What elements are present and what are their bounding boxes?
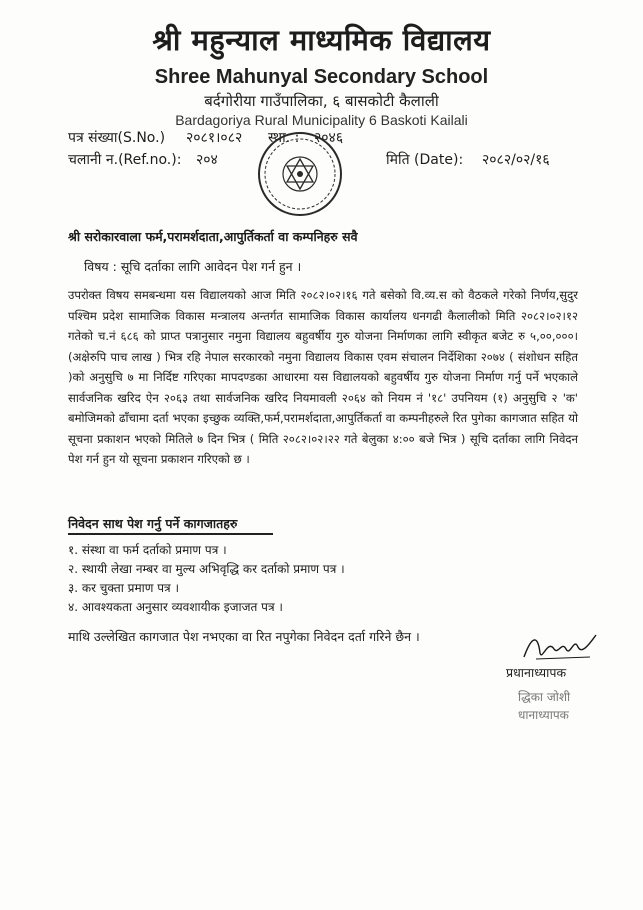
address-english: Bardagoriya Rural Municipality 6 Baskoti Kailali [175, 112, 468, 128]
heading-underline [68, 533, 273, 535]
school-name-english: Shree Mahunyal Secondary School [154, 66, 489, 88]
list-item: ३. कर चुक्ता प्रमाण पत्र । [68, 581, 180, 595]
required-documents-heading: निवेदन साथ पेश गर्नु पर्ने कागजातहरु [68, 516, 238, 531]
date-value: २०८२/०२/१६ [482, 152, 550, 168]
signatory-title: प्रधानाध्यापक [506, 665, 567, 680]
established-value: २०४६ [314, 130, 344, 146]
school-name-nepali: श्री महुन्याल माध्यमिक विद्यालय [152, 23, 491, 57]
address-nepali: बर्दगोरीया गाउँपालिका, ६ बासकोटी कैलाली [204, 92, 439, 110]
established-label: स्था. : [268, 130, 300, 146]
letter-number-label: पत्र संख्या(S.No.) [68, 130, 166, 146]
closing-note: माथि उल्लेखित कागजात पेश नभएका वा रित नपुगेका निवेदन दर्ता गरिने छैन । [68, 629, 420, 644]
school-seal-icon [256, 130, 344, 218]
subject-line: विषय : सूचि दर्ताका लागि आवेदन पेश गर्न हुन । [84, 259, 302, 274]
list-item: ४. आवश्यकता अनुसार व्यवशायीक इजाजत पत्र । [68, 600, 283, 614]
notice-body: उपरोक्त विषय समबन्धमा यस विद्यालयको आज मिति २०८२।०२।१६ गते बसेको वि.व्य.स को वैठकले गरेको निर्णय,सुदुर पश्चिम प्रदेश सामाजिक विकास मन्त्रालय अन्तर्गत सामाजिक विकास कार्यालय धनगढी कैलालीको मिति २०८२।०२।१२ गतेको च.नं ६८६ को प्राप्त पत्रानुसार नमुना विद्यालय बहुवर्षीय गुरु योजना निर्माणका लागि स्वीकृत बजेट रु ५,००,०००। (अक्षेरुपि पाच लाख ) भित्र रहि नेपाल सरकारको नमुना विद्यालय विकास एवम संचालन निर्देशिका २०७४ ( संशोधन सहित )को अनुसुचि ७ मा निर्दिष्ट गरिएका मापदण्डका आधारमा यस विद्यालयको बहुवर्षीय गुरु योजना निर्माण गर्नु पर्ने भएकाले सार्वजनिक खरिद ऐन २०६३ तथा सार्वजनिक खरिद नियमावली २०६४ को नियम नं '१८' उपनियम (१) अनुसुचि २ 'क' बमोजिमको ढाँचामा दर्ता भएका इच्छुक व्यक्ति,फर्म,परामर्शदाता,आपुर्तिकर्ता वा कम्पनीहरुले रित पुगेका कागजात सहित यो सूचना प्रकाशन भएको मितिले ७ दिन भित्र ( मिति २०८२।०२।२२ गते बेलुका ४:०० बजे भित्र ) सूचि दर्ताका लागि निवेदन पेश गर्न हुन यो सूचना प्रकाशन गरिएको छ । [68, 288, 578, 466]
list-item: २. स्थायी लेखा नम्बर वा मुल्य अभिवृद्धि कर दर्ताको प्रमाण पत्र । [68, 562, 345, 576]
salutation: श्री सरोकारवाला फर्म,परामर्शदाता,आपुर्तिकर्ता वा कम्पनिहरु सवै [68, 229, 358, 244]
letter-number-value: २०८१।०८२ [186, 130, 243, 146]
dispatch-number-label: चलानी न.(Ref.no.): [68, 152, 182, 168]
list-item: १. संस्था वा फर्म दर्ताको प्रमाण पत्र । [68, 543, 227, 557]
date-label: मिति (Date): [386, 152, 464, 168]
stamp-title: धानाध्यापक [518, 708, 569, 722]
handwritten-signature [520, 627, 602, 667]
stamp-name: द्धिका जोशी [518, 690, 571, 704]
required-documents-list [68, 541, 345, 617]
dispatch-number-value: २०४ [196, 152, 218, 168]
